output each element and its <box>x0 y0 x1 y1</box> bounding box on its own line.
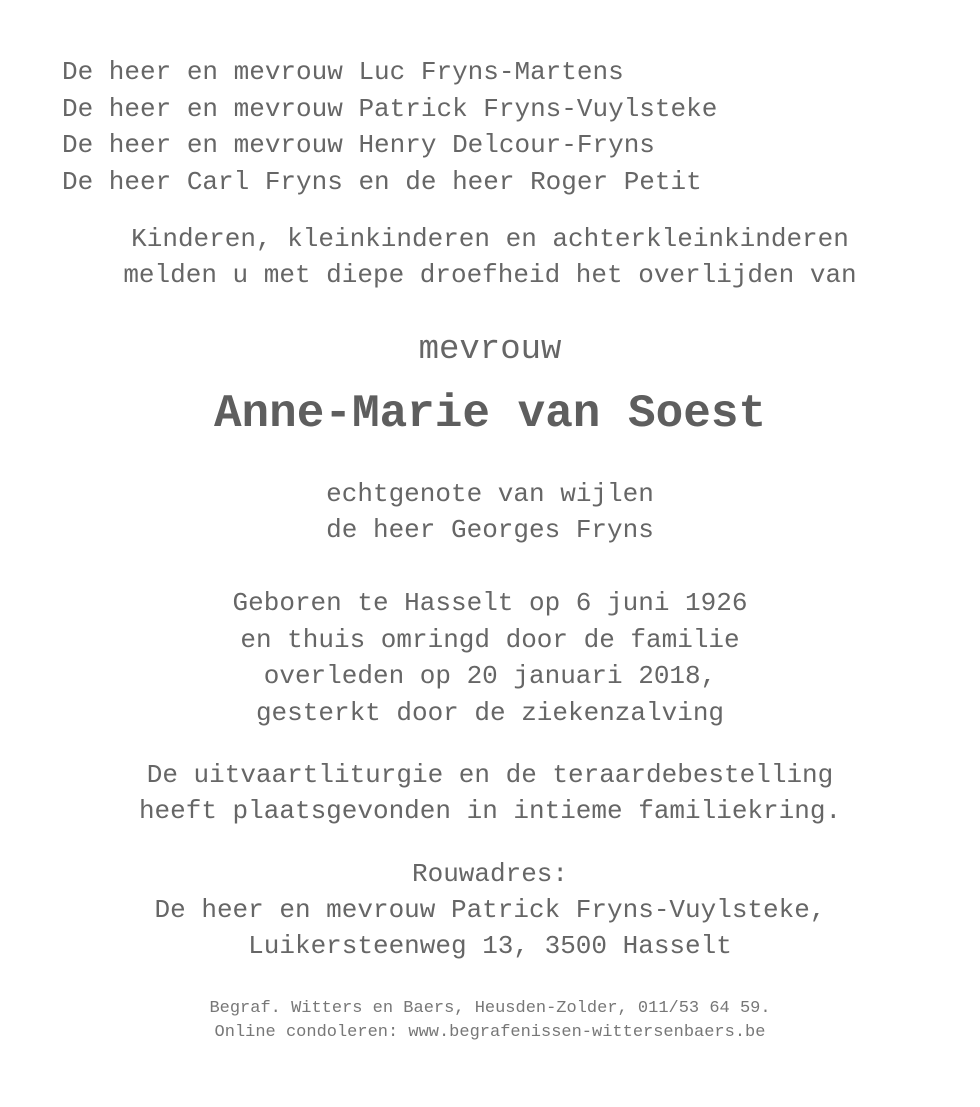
announcement <box>0 221 980 293</box>
address-line: Luikersteenweg 13, 3500 Hasselt <box>248 931 732 961</box>
family-line: De heer en mevrouw Patrick Fryns-Vuylsteke <box>62 93 718 124</box>
announcement-line: melden u met diepe droefheid het overlijden van <box>123 260 857 290</box>
funeral-info <box>0 757 980 829</box>
funeral-line: De uitvaartliturgie en de teraardebestelling <box>146 760 834 790</box>
mourning-address <box>0 856 980 964</box>
life-line: overleden op 20 januari 2018, <box>263 661 717 692</box>
family-line: De heer en mevrouw Henry Delcour-Fryns <box>62 130 655 161</box>
announcement-line: Kinderen, kleinkinderen en achterkleinkinderen <box>131 224 849 254</box>
address-heading: Rouwadres: <box>411 859 569 889</box>
spouse-info <box>0 476 980 548</box>
deceased-name: Anne-Marie van Soest <box>213 388 767 440</box>
funeral-home-contact: Begraf. Witters en Baers, Heusden-Zolder, 011/53 64 59. <box>209 999 771 1018</box>
family-list <box>62 54 717 200</box>
address-line: De heer en mevrouw Patrick Fryns-Vuylsteke, <box>154 895 826 925</box>
spouse-line: de heer Georges Fryns <box>326 515 654 545</box>
life-line: en thuis omringd door de familie <box>240 624 740 655</box>
funeral-home-footer <box>0 997 980 1045</box>
online-condolence-link[interactable]: Online condoleren: www.begrafenissen-wittersenbaers.be <box>214 1023 766 1042</box>
deceased-title: mevrouw <box>418 331 562 369</box>
family-line: De heer en mevrouw Luc Fryns-Martens <box>62 57 624 87</box>
life-line: gesterkt door de ziekenzalving <box>255 698 725 729</box>
funeral-line: heeft plaatsgevonden in intieme familiekring. <box>138 796 842 826</box>
life-line: Geboren te Hasselt op 6 juni 1926 <box>232 588 748 618</box>
spouse-line: echtgenote van wijlen <box>326 479 654 509</box>
life-details <box>0 585 980 732</box>
family-line: De heer Carl Fryns en de heer Roger Petit <box>62 166 702 197</box>
